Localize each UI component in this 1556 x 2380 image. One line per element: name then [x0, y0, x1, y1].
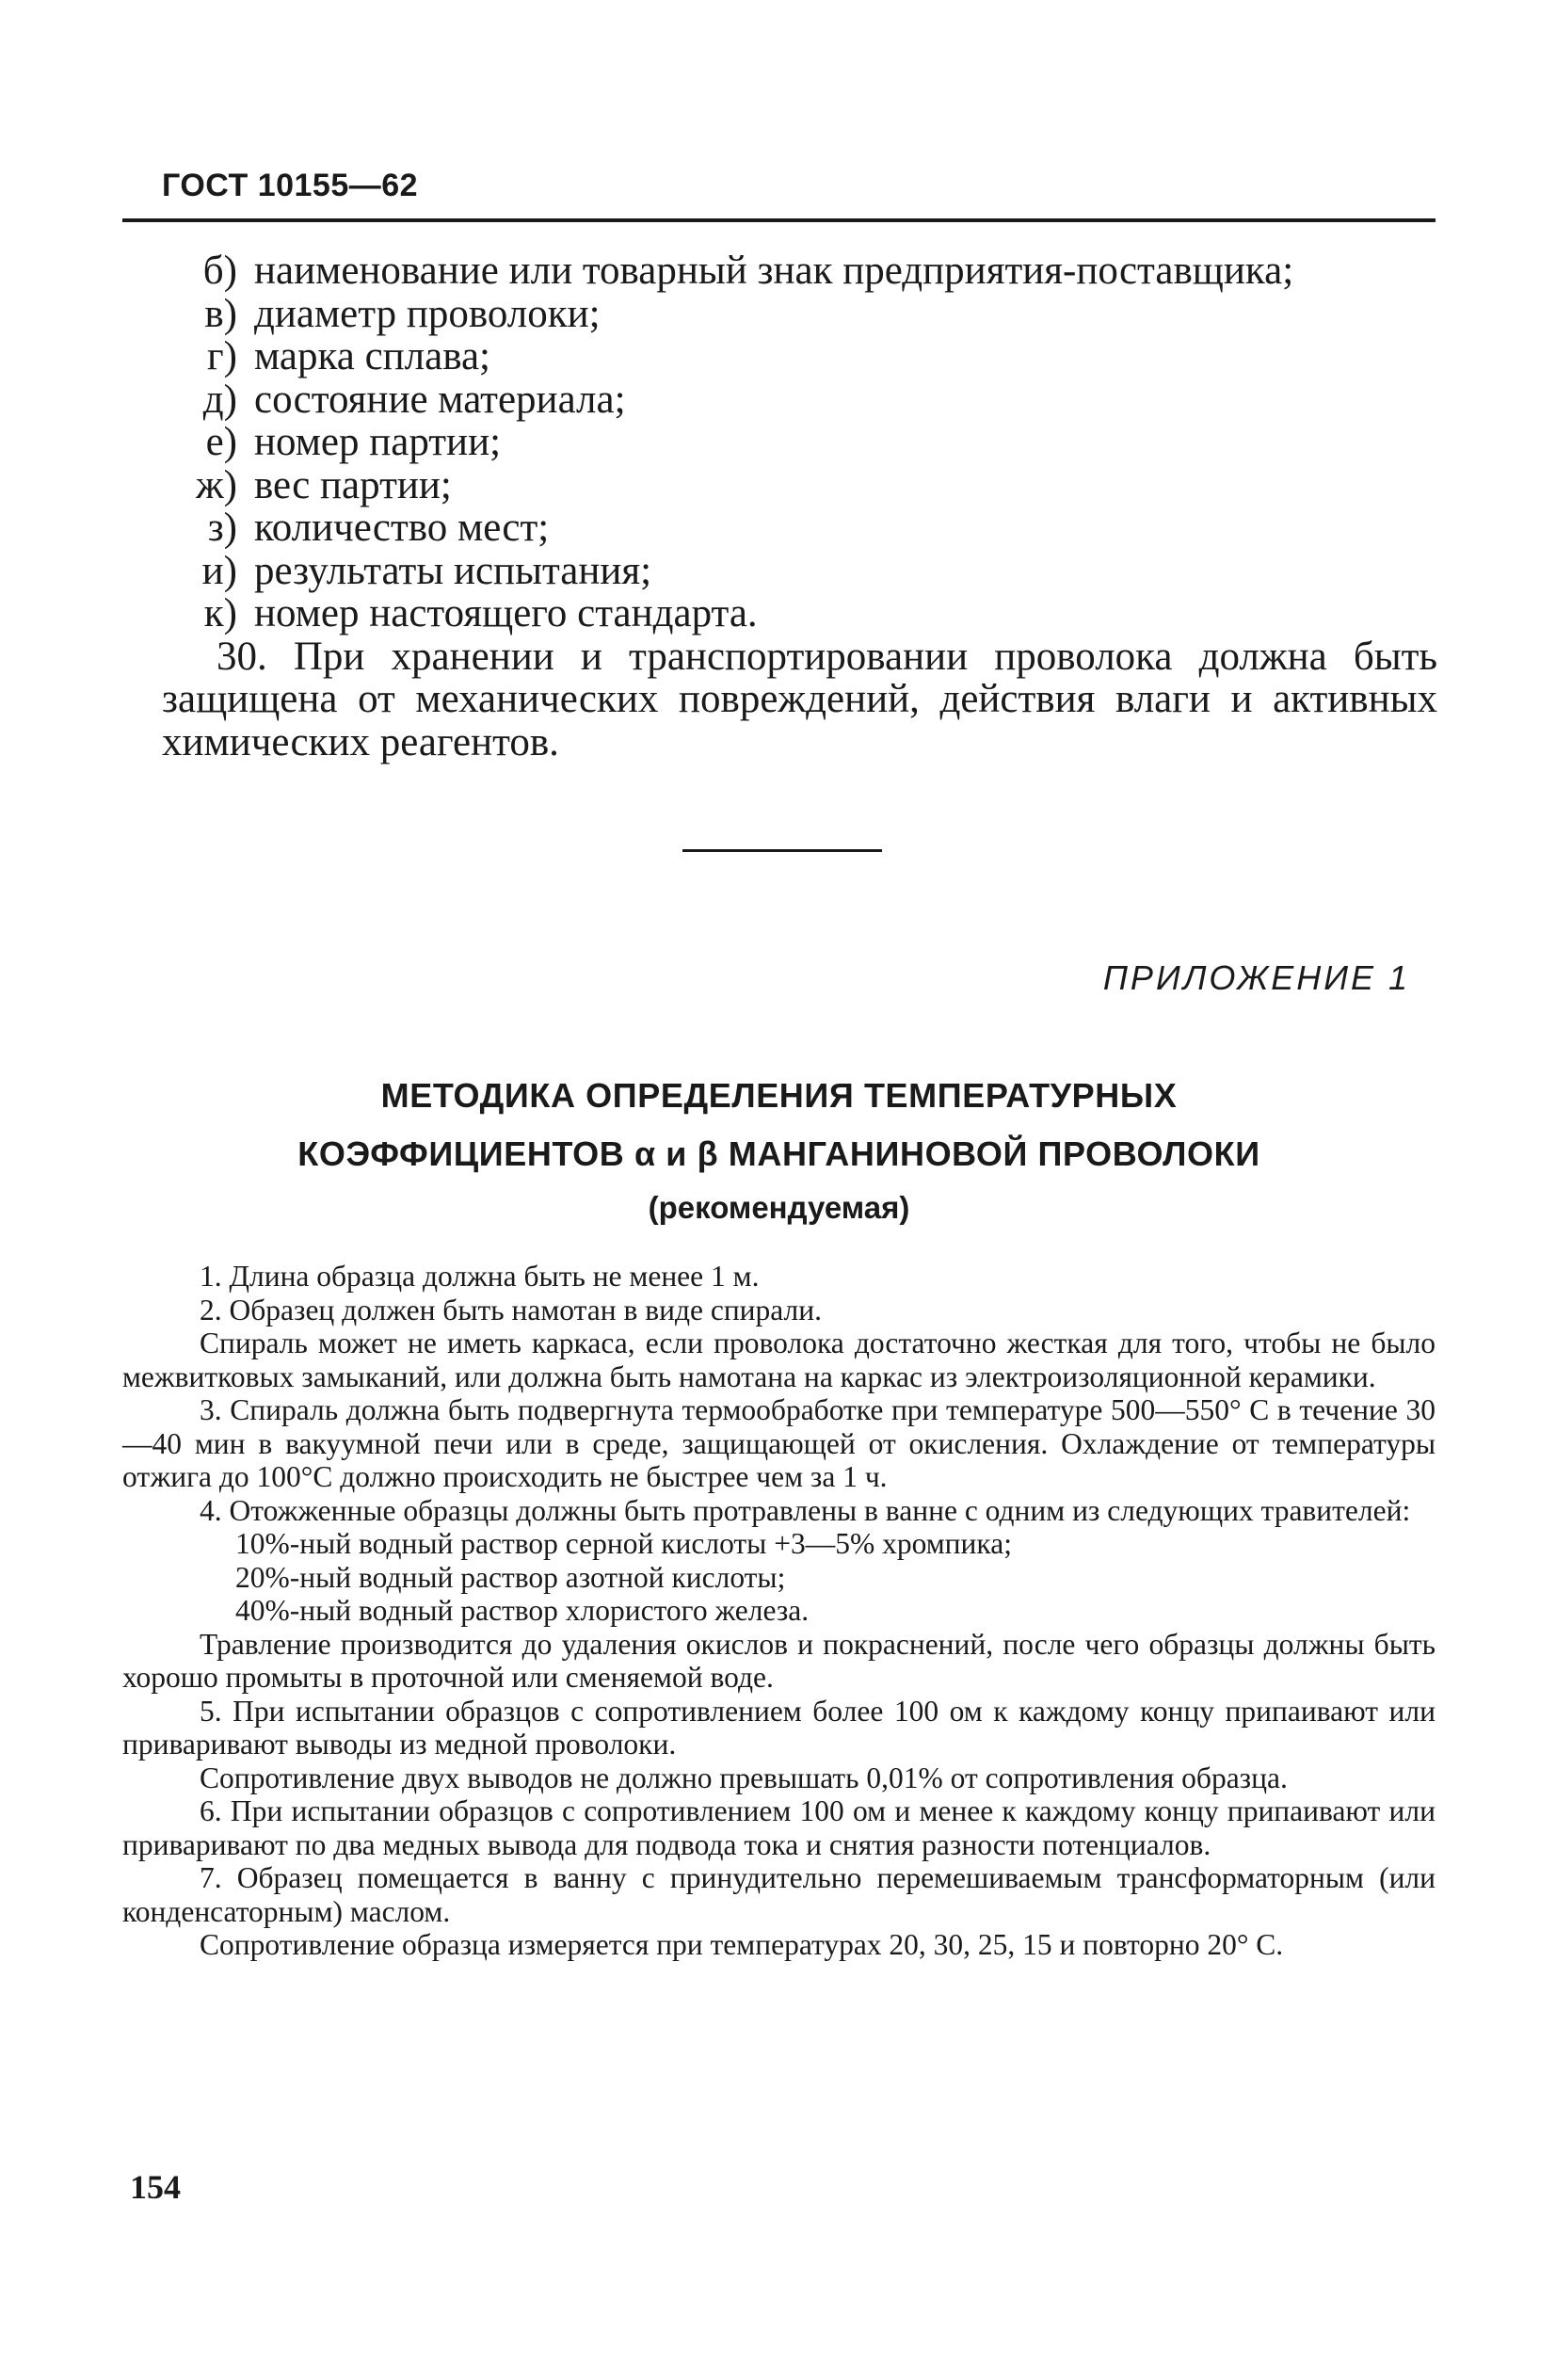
list-text: диаметр проволоки; — [254, 291, 601, 336]
list-marker: з) — [207, 506, 237, 550]
body-paragraph: 6. При испытании образцов с сопротивлением 100 ом и менее к каждому концу припаивают или приваривают по два медных вывода для подвода тока и снятия разности потенциалов. — [122, 1794, 1436, 1861]
list-text: результаты испытания; — [254, 548, 652, 593]
list-item — [162, 293, 1437, 336]
page-number: 154 — [130, 2168, 181, 2206]
body-paragraph: 5. При испытании образцов с сопротивлением более 100 ом к каждому концу припаивают или приваривают выводы из медной проволоки. — [122, 1694, 1436, 1761]
paragraph-30: 30. При хранении и транспортировании проволока должна быть защищена от механических повреждений, действия влаги и активных химических реагентов. — [162, 634, 1437, 764]
appendix-title-line-1: МЕТОДИКА ОПРЕДЕЛЕНИЯ ТЕМПЕРАТУРНЫХ — [380, 1076, 1178, 1115]
list-marker: ж) — [195, 462, 237, 507]
document-header: ГОСТ 10155—62 — [162, 168, 419, 203]
appendix-title-line-2: КОЭФФИЦИЕНТОВ α и β МАНГАНИНОВОЙ ПРОВОЛОКИ — [297, 1134, 1260, 1173]
list-marker: и) — [201, 548, 237, 593]
list-item — [162, 421, 1437, 464]
body-paragraph: 4. Отожженные образцы должны быть протравлены в ванне с одним из следующих травителей: — [200, 1493, 1411, 1527]
list-marker: е) — [205, 420, 237, 464]
list-text: вес партии; — [254, 462, 452, 507]
list-text: количество мест; — [254, 506, 550, 550]
appendix-body — [122, 1260, 1436, 1962]
etchant-item: 40%-ный водный раствор хлористого железа. — [235, 1594, 810, 1627]
list-item — [162, 335, 1437, 378]
body-paragraph: 2. Образец должен быть намотан в виде спирали. — [200, 1293, 822, 1327]
list-text: состояние материала; — [254, 377, 626, 422]
header-rule — [122, 218, 1436, 222]
list-marker: к) — [203, 591, 237, 635]
body-paragraph: 7. Образец помещается в ванну с принудительно перемешиваемым трансформаторным (или конденсаторным) маслом. — [122, 1861, 1436, 1928]
list-marker: в) — [204, 291, 237, 336]
body-paragraph: Спираль может не иметь каркаса, если проволока достаточно жесткая для того, чтобы не было межвитковых замыканий, или должна быть намотана на каркас из электроизоляционной керамики. — [122, 1327, 1436, 1393]
list-item — [162, 378, 1437, 422]
list-marker: г) — [207, 334, 237, 378]
body-paragraph: 1. Длина образца должна быть не менее 1 м. — [200, 1260, 760, 1293]
list-item — [162, 592, 1437, 635]
body-paragraph: Травление производится до удаления окислов и покраснений, после чего образцы должны быть хорошо промыты в проточной или сменяемой воде. — [122, 1627, 1436, 1694]
list-text: номер настоящего стандарта. — [254, 591, 758, 635]
appendix-title — [122, 1067, 1436, 1232]
list-item — [162, 249, 1437, 293]
list-item — [162, 507, 1437, 550]
body-paragraph: Сопротивление образца измеряется при температурах 20, 30, 25, 15 и повторно 20° С. — [200, 1928, 1284, 1961]
main-text-block — [162, 249, 1437, 764]
list-text: марка сплава; — [254, 334, 490, 378]
section-divider — [682, 849, 882, 852]
etchant-item: 20%-ный водный раствор азотной кислоты; — [235, 1560, 786, 1594]
body-paragraph: Сопротивление двух выводов не должно превышать 0,01% от сопротивления образца. — [200, 1761, 1288, 1794]
etchant-item: 10%-ный водный раствор серной кислоты +3—5% хромпика; — [235, 1527, 1012, 1560]
body-paragraph: 3. Спираль должна быть подвергнута термообработке при температуре 500—550° С в течение 30—40 мин в вакуумной печи или в среде, защищающей от окисления. Охлаждение от температуры отжига до 100°С должно происходить не быстрее чем за 1 ч. — [122, 1393, 1436, 1493]
list-item — [162, 550, 1437, 593]
list-text: наименование или товарный знак предприятия-поставщика; — [254, 249, 1294, 293]
list-marker: д) — [202, 377, 237, 422]
list-item — [162, 464, 1437, 507]
list-marker: б) — [202, 249, 237, 293]
appendix-label: ПРИЛОЖЕНИЕ 1 — [1102, 958, 1410, 997]
appendix-subtitle: (рекомендуемая) — [648, 1190, 910, 1225]
list-text: номер партии; — [254, 420, 502, 464]
